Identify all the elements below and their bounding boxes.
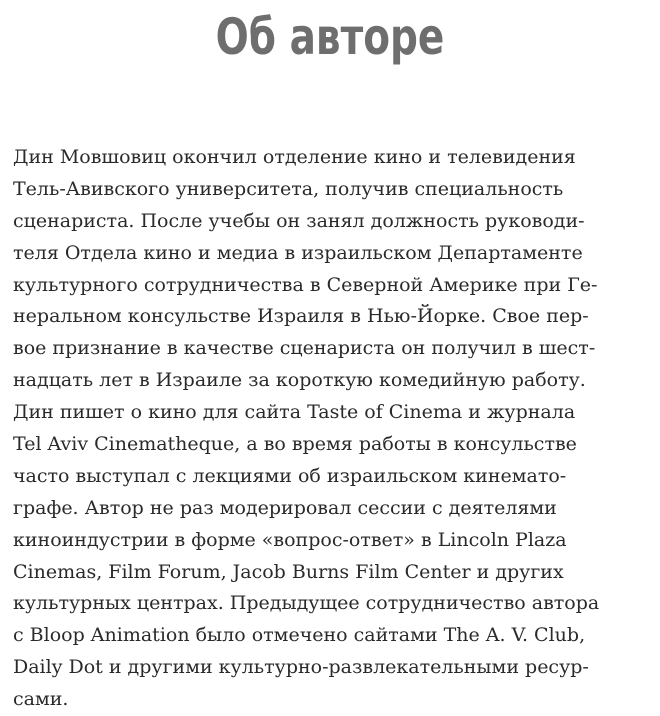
paragraph-line: Дин пишет о кино для сайта Taste of Cinema и журнала [13, 401, 576, 424]
paragraph-line: киноиндустрии в форме «вопрос-ответ» в Lincoln Plaza [13, 528, 567, 551]
paragraph-line: Daily Dot и другими культурно-развлекательными ресур- [13, 656, 589, 679]
paragraph-line: графе. Автор не раз модерировал сессии с деятелями [13, 496, 557, 519]
paragraph-line: теля Отдела кино и медиа в израильском Департаменте [13, 241, 583, 264]
paragraph-line: Тель-Авивского университета, получив специальность [13, 177, 564, 200]
paragraph-line: Дин Мовшовиц окончил отделение кино и телевидения [13, 146, 576, 168]
paragraph-line: сценариста. После учебы он занял должность руководи- [13, 209, 585, 232]
paragraph-line: часто выступал с лекциями об израильском кинемато- [13, 464, 567, 487]
paragraph-line: культурного сотрудничества в Северной Америке при Ге- [13, 273, 598, 296]
paragraph-line: неральном консульстве Израиля в Нью-Йорке. Свое пер- [13, 305, 589, 328]
about-author-paragraph [13, 142, 653, 716]
paragraph-line: с Bloop Animation было отмечено сайтами The A. V. Club, [13, 624, 586, 647]
paragraph-line: сами. [13, 688, 69, 711]
paragraph-line: надцать лет в Израиле за короткую комедийную работу. [13, 369, 586, 392]
paragraph-line: культурных центрах. Предыдущее сотрудничество автора [13, 592, 600, 615]
section-heading: Об авторе [215, 8, 445, 66]
paragraph-line: вое признание в качестве сценариста он получил в шест- [13, 337, 596, 360]
paragraph-line: Tel Aviv Cinematheque, а во время работы в консульстве [13, 433, 577, 456]
paragraph-line: Cinemas, Film Forum, Jacob Burns Film Center и других [13, 560, 564, 583]
